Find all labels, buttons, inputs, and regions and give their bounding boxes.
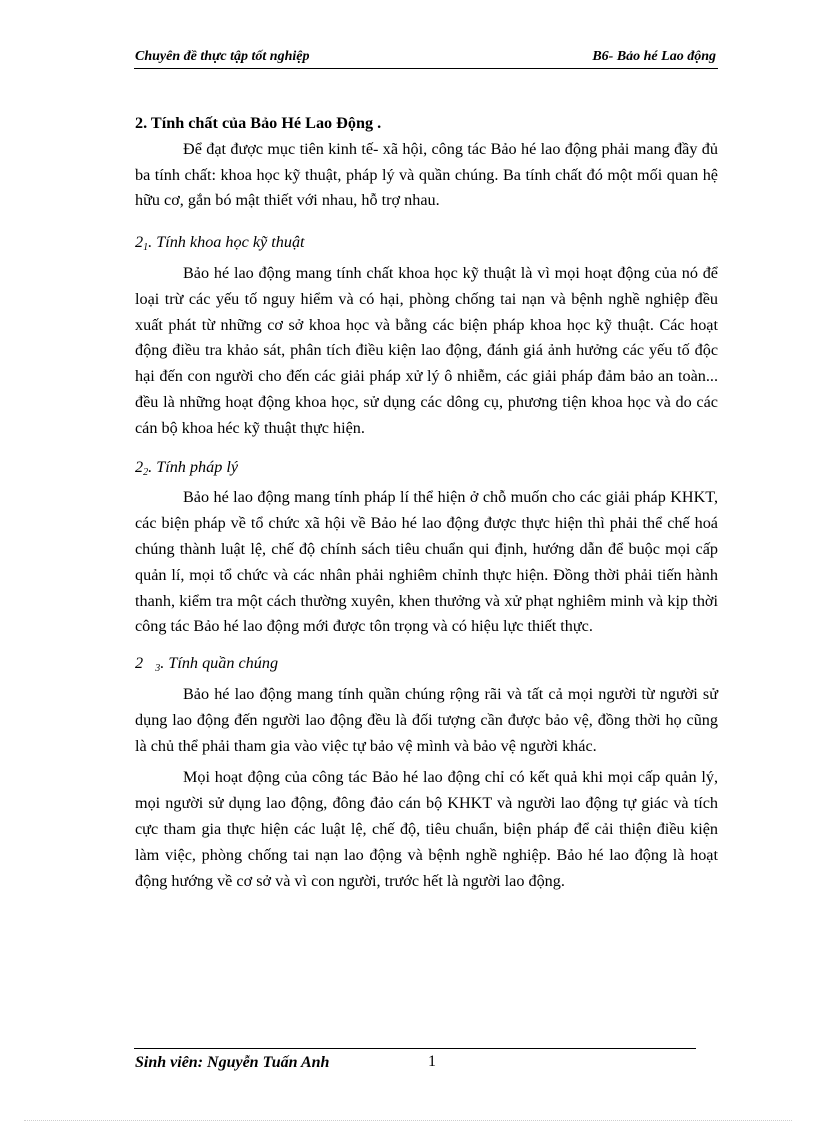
footer-author: Sinh viên: Nguyễn Tuấn Anh [135,1054,330,1071]
subsection-subscript: 1 [143,242,149,254]
footer-rule [134,1048,696,1049]
page-header [134,49,718,69]
subsection-number: 2 [135,654,144,673]
header-title: Chuyên đề thực tập tốt nghiệp [135,49,310,64]
subsection-title: . Tính khoa học kỹ thuật [148,233,305,252]
subsection-number: 2 [135,457,144,476]
paragraph: Mọi hoạt động của công tác Bảo hé lao động chỉ có kết quả khi mọi cấp quản lý, mọi người sử dụng lao động, đông đảo cán bộ KHKT và người lao động tự giác và tích cực tham gia thực hiện các luật lệ, chế độ, tiêu chuẩn, biện pháp để cải thiện điều kiện làm việc, phòng chống tai nạn lao động và bệnh nghề nghiệp. Bảo hé lao động là hoạt động hướng về cơ sở và vì con người, trước hết là người lao động. [135,768,718,890]
page-number: 1 [428,1053,436,1070]
page-bottom-edge [24,1120,792,1121]
paragraph: Bảo hé lao động mang tính pháp lí thể hiện ở chỗ muốn cho các giải pháp KHKT, các biện pháp về tổ chức xã hội về Bảo hé lao động được thực hiện thì phải thể chế hoá chúng thành luật lệ, chế độ chính sách tiêu chuẩn qui định, hướng dẫn để buộc mọi cấp quản lí, mọi tổ chức và các nhân phải nghiêm chỉnh thực hiện. Đồng thời phải tiến hành thanh, kiểm tra một cách thường xuyên, khen thưởng và xử phạt nghiêm minh và kịp thời công tác Bảo hé lao động mới được tôn trọng và có hiệu lực thiết thực. [135,488,718,636]
header-chapter: B6- Bảo hé Lao động [592,49,716,64]
subsection-number: 2 [135,233,144,252]
section-heading: 2. Tính chất của Bảo Hé Lao Động . [135,114,382,132]
subsection-title: . Tính quần chúng [160,654,279,673]
subsection-title: . Tính pháp lý [148,457,239,476]
subsection-heading-2 [135,455,718,486]
subsection-subscript: 2 [143,466,149,478]
paragraph: Bảo hé lao động mang tính quần chúng rộng rãi và tất cả mọi người từ người sử dụng lao động đến người lao động đều là đối tượng cần được bảo vệ, đồng thời họ cũng là chủ thể phải tham gia vào việc tự bảo vệ mình và bảo vệ người khác. [135,684,718,755]
subsection-heading-3 [135,651,718,682]
section-intro: Để đạt được mục tiên kinh tế- xã hội, công tác Bảo hé lao động phải mang đầy đủ ba tính chất: khoa học kỹ thuật, pháp lý và quần chúng. Ba tính chất đó một mối quan hệ hữu cơ, gắn bó mật thiết với nhau, hỗ trợ nhau. [135,139,718,210]
body-content [135,111,718,894]
paragraph: Bảo hé lao động mang tính chất khoa học kỹ thuật là vì mọi hoạt động của nó để loại trừ các yếu tố nguy hiểm và có hại, phòng chống tai nạn và bệnh nghề nghiệp đều xuất phát từ những cơ sở khoa học và bằng các biện pháp khoa học kỹ thuật. Các hoạt động điều tra khảo sát, phân tích điều kiện lao động, đánh giá ảnh hưởng các yếu tố độc hại đến con người cho đến các giải pháp xử lý ô nhiễm, các giải pháp đảm bảo an toàn... đều là những hoạt động khoa học, sử dụng các dông cụ, phương tiện khoa học và do các cán bộ khoa héc kỹ thuật thực hiện. [135,263,718,437]
subsection-heading-1 [135,230,718,261]
subsection-subscript: 3 [155,663,161,675]
